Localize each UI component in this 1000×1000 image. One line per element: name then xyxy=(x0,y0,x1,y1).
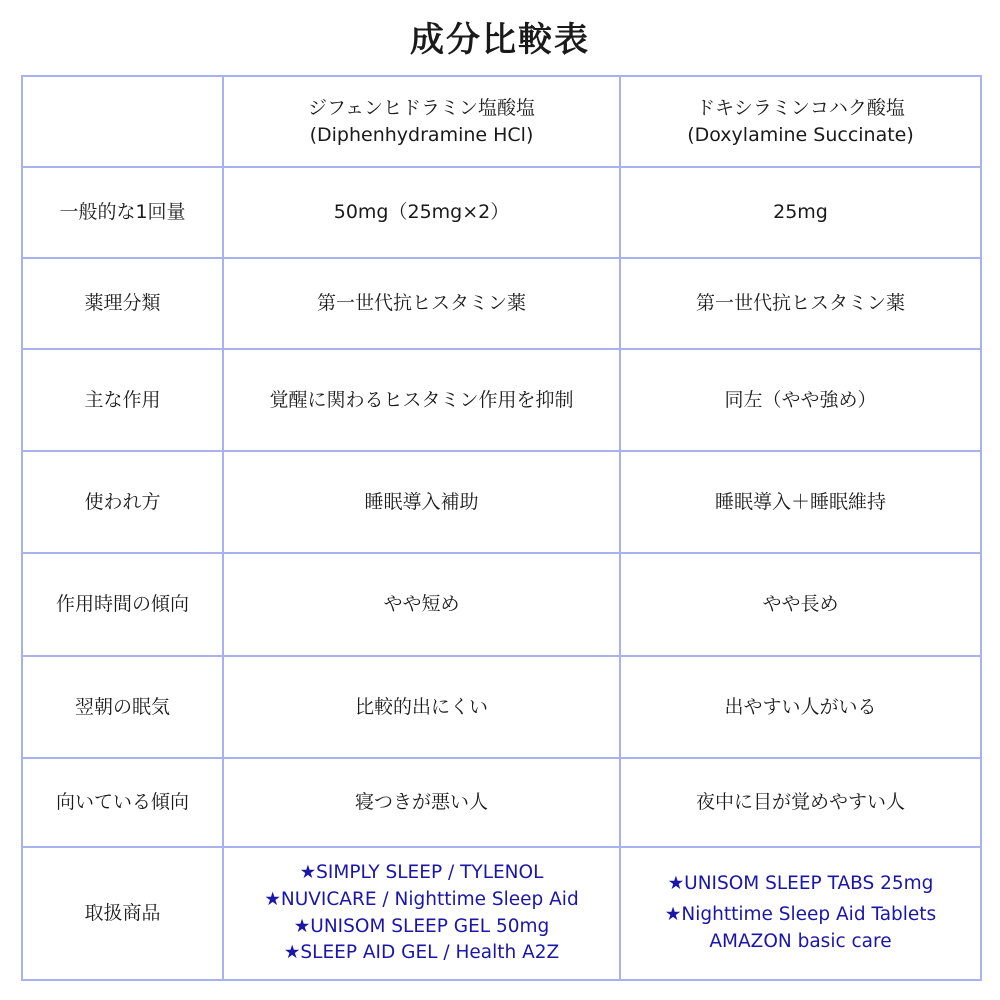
comparison-table xyxy=(21,75,982,981)
row-label: 一般的な1回量 xyxy=(22,167,223,258)
product-list xyxy=(621,871,980,955)
table-row xyxy=(22,553,981,656)
table-cell: 夜中に目が覚めやすい人 xyxy=(620,758,981,847)
row-label: 薬理分類 xyxy=(22,258,223,349)
table-cell: やや短め xyxy=(223,553,620,656)
product-item: ★SIMPLY SLEEP / TYLENOL xyxy=(299,861,544,883)
row-label: 主な作用 xyxy=(22,349,223,451)
column-name-ja: ジフェンヒドラミン塩酸塩 xyxy=(307,96,536,119)
table-cell: 睡眠導入補助 xyxy=(223,451,620,553)
column-header-doxylamine xyxy=(620,76,981,167)
table-cell: 睡眠導入＋睡眠維持 xyxy=(620,451,981,553)
table-row xyxy=(22,167,981,258)
table-cell: 寝つきが悪い人 xyxy=(223,758,620,847)
table-cell: 同左（やや強め） xyxy=(620,349,981,451)
table-cell: 比較的出にくい xyxy=(223,656,620,758)
products-row xyxy=(22,847,981,980)
table-row xyxy=(22,451,981,553)
products-cell-right xyxy=(620,847,981,980)
row-label: 取扱商品 xyxy=(22,847,223,980)
product-list xyxy=(224,860,619,967)
product-item: ★UNISOM SLEEP GEL 50mg xyxy=(293,915,550,937)
table-cell: やや長め xyxy=(620,553,981,656)
table-cell: 覚醒に関わるヒスタミン作用を抑制 xyxy=(223,349,620,451)
column-header-diphenhydramine xyxy=(223,76,620,167)
row-label: 翌朝の眠気 xyxy=(22,656,223,758)
row-label: 向いている傾向 xyxy=(22,758,223,847)
table-cell: 出やすい人がいる xyxy=(620,656,981,758)
row-label: 作用時間の傾向 xyxy=(22,553,223,656)
page-title: 成分比較表 xyxy=(410,20,590,60)
table-cell: 第一世代抗ヒスタミン薬 xyxy=(620,258,981,349)
table-row xyxy=(22,656,981,758)
table-row xyxy=(22,349,981,451)
table-cell: 25mg xyxy=(620,167,981,258)
product-item: AMAZON basic care xyxy=(709,930,892,952)
table-cell: 第一世代抗ヒスタミン薬 xyxy=(223,258,620,349)
table-row xyxy=(22,258,981,349)
product-item: ★UNISOM SLEEP TABS 25mg xyxy=(667,873,934,895)
column-name-en: (Diphenhydramine HCl) xyxy=(309,123,534,146)
column-name-ja: ドキシラミンコハク酸塩 xyxy=(696,96,905,119)
table-cell: 50mg（25mg×2） xyxy=(223,167,620,258)
product-item: ★Nighttime Sleep Aid Tablets xyxy=(664,904,937,926)
header-empty-cell xyxy=(22,76,223,167)
product-item: ★NUVICARE / Nighttime Sleep Aid xyxy=(264,888,579,910)
product-item: ★SLEEP AID GEL / Health A2Z xyxy=(283,942,560,964)
table-header-row xyxy=(22,76,981,167)
row-label: 使われ方 xyxy=(22,451,223,553)
column-name-en: (Doxylamine Succinate) xyxy=(687,123,914,146)
products-cell-left xyxy=(223,847,620,980)
table-row xyxy=(22,758,981,847)
